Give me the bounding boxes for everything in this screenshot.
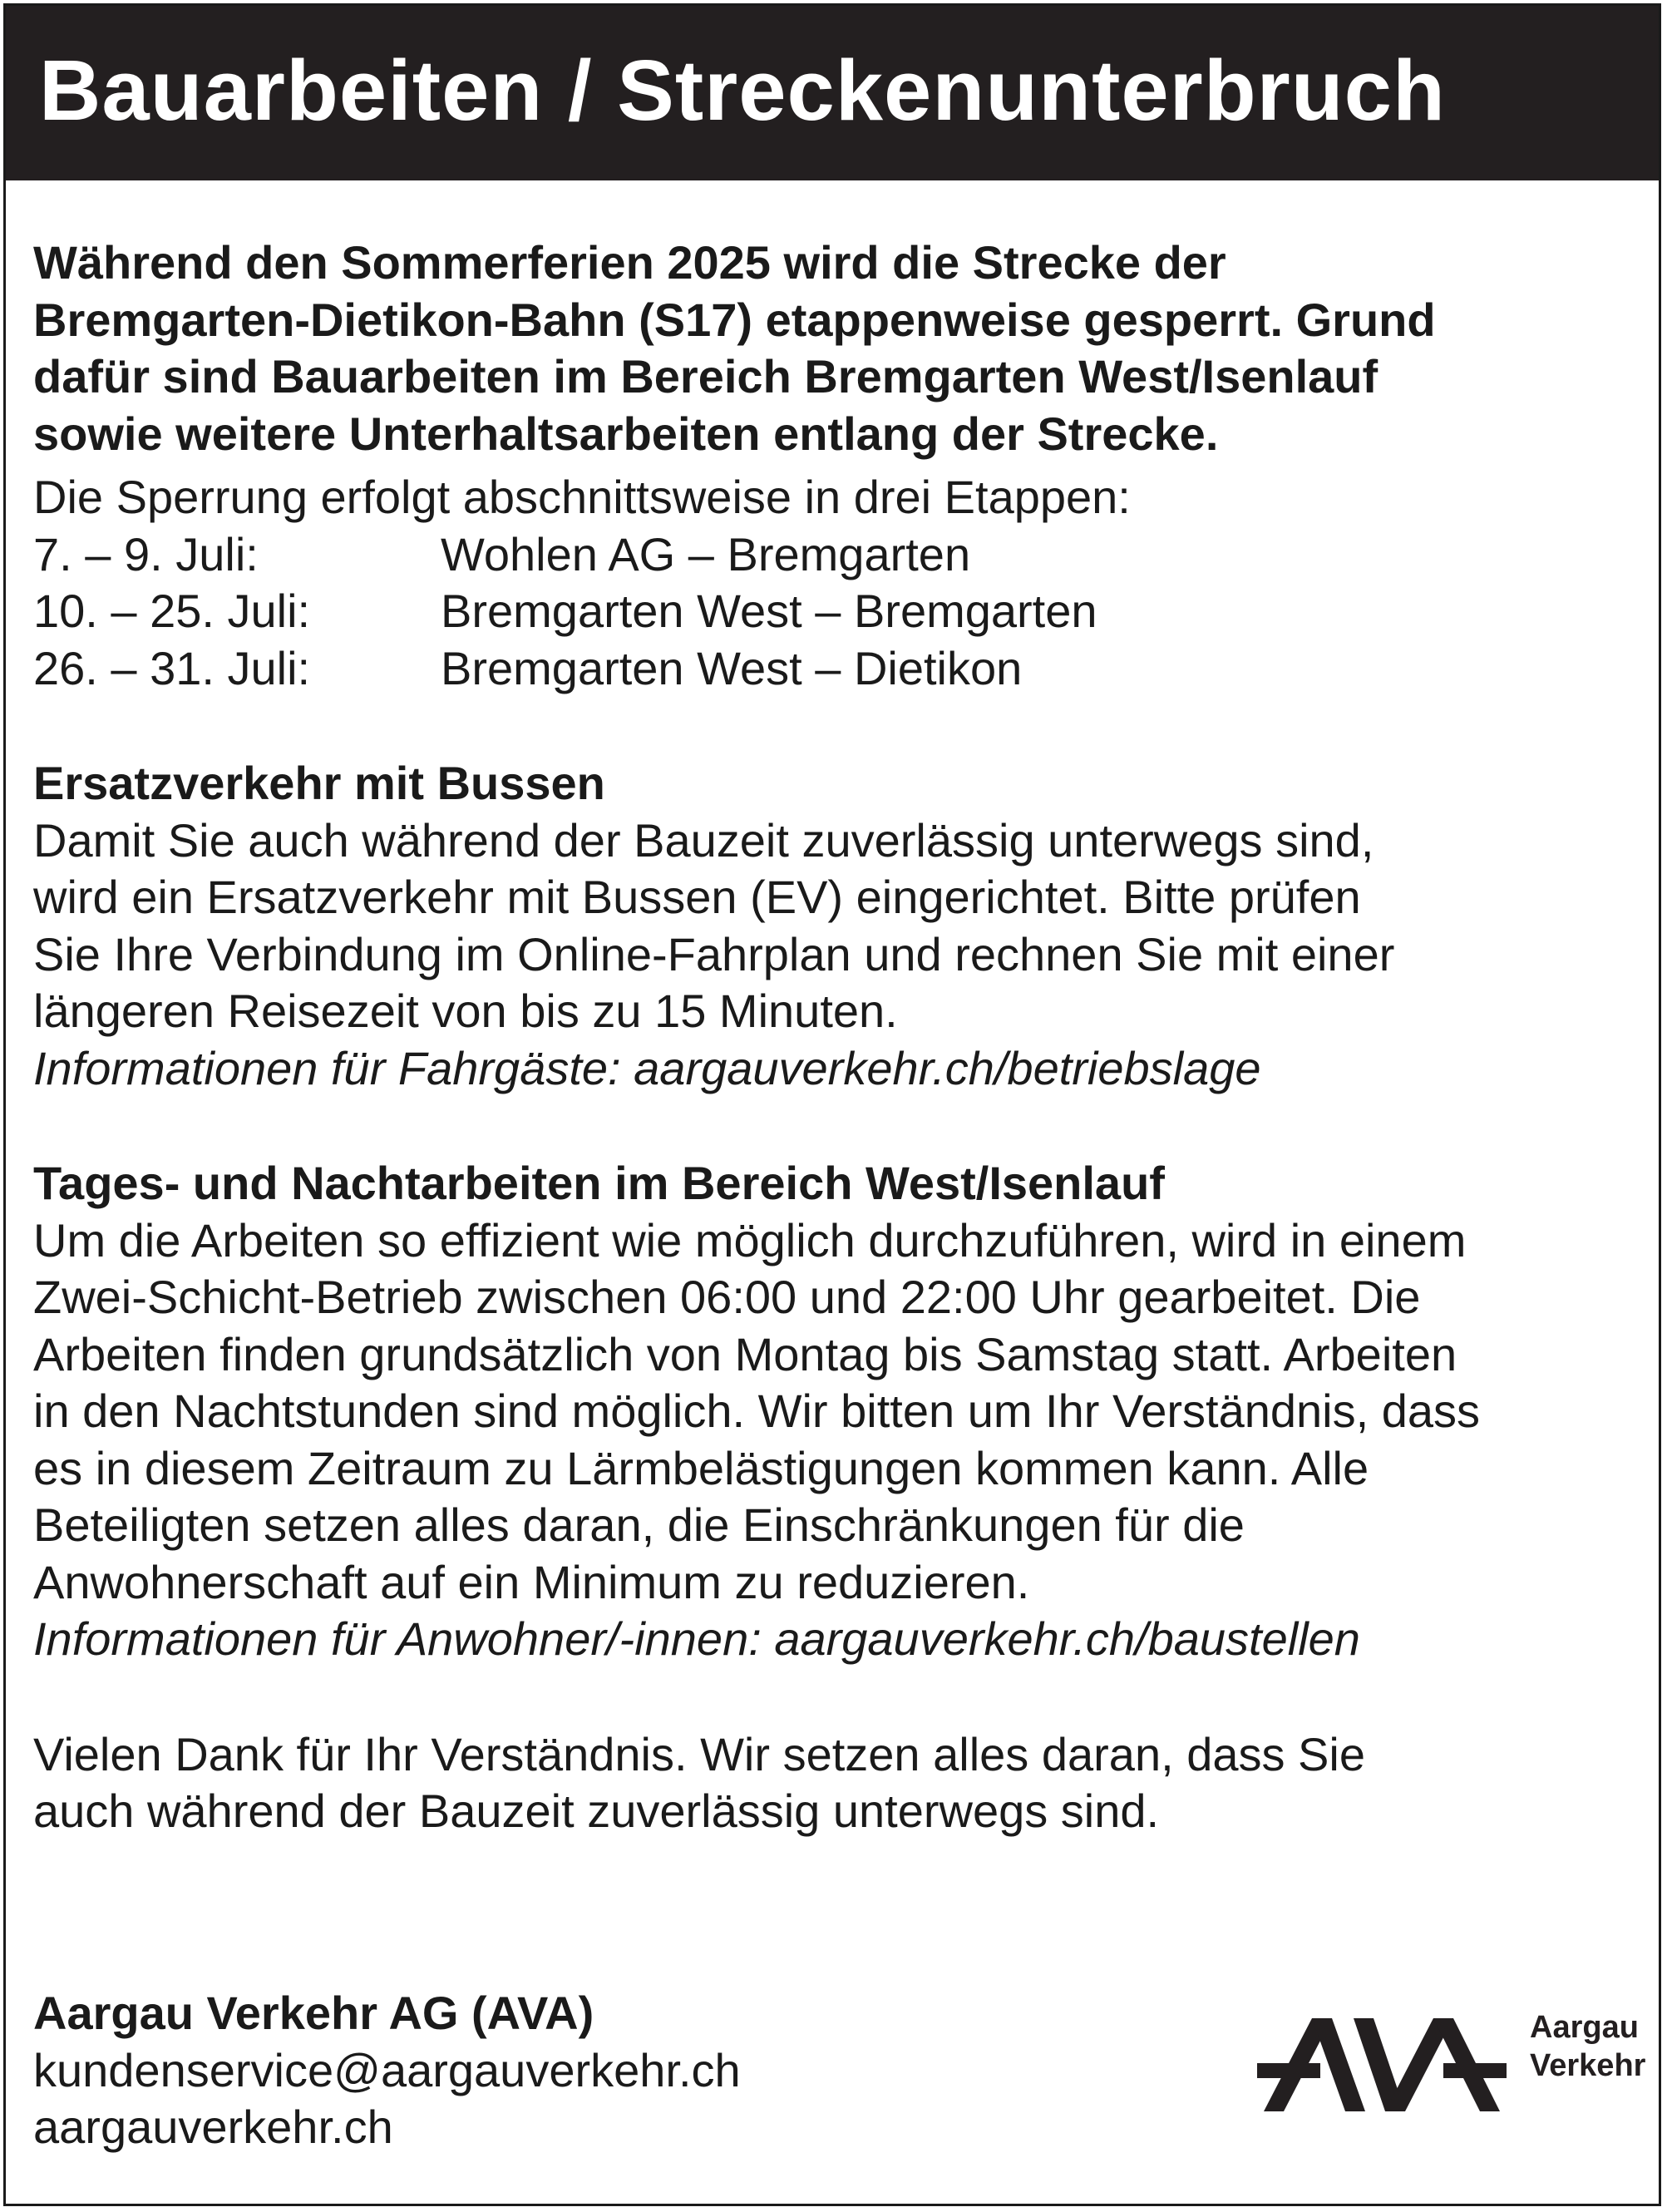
stage-route: Wohlen AG – Bremgarten (441, 527, 971, 580)
schedule-row (33, 583, 1638, 640)
bus-line: Sie Ihre Verbindung im Online-Fahrplan und rechnen Sie mit einer (33, 927, 1395, 980)
intro-line: dafür sind Bauarbeiten im Bereich Bremgarten West/Isenlauf (33, 350, 1378, 402)
thanks-line: Vielen Dank für Ihr Verständnis. Wir setzen alles daran, dass Sie (33, 1727, 1365, 1780)
ava-logo (1257, 2008, 1646, 2121)
schedule (33, 469, 1638, 697)
contact-website[interactable]: aargauverkehr.ch (33, 2101, 393, 2153)
bus-info-link[interactable]: Informationen für Fahrgäste: aargauverkehr.ch/betriebslage (33, 1041, 1261, 1094)
contact-email[interactable]: kundenservice@aargauverkehr.ch (33, 2043, 741, 2096)
logo-brand-top: Aargau (1530, 2010, 1639, 2045)
thanks-paragraph (33, 1726, 1638, 1840)
contact-block (33, 1985, 741, 2156)
work-info-link[interactable]: Informationen für Anwohner/-innen: aargauverkehr.ch/baustellen (33, 1612, 1360, 1665)
page-title: Bauarbeiten / Streckenunterbruch (39, 42, 1446, 138)
intro-paragraph (33, 235, 1638, 462)
work-line: es in diesem Zeitraum zu Lärmbelästigungen kommen kann. Alle (33, 1441, 1369, 1494)
bus-line: wird ein Ersatzverkehr mit Bussen (EV) eingerichtet. Bitte prüfen (33, 871, 1361, 923)
thanks-line: auch während der Bauzeit zuverlässig unterwegs sind. (33, 1785, 1160, 1837)
bus-line: längeren Reisezeit von bis zu 15 Minuten. (33, 985, 898, 1037)
work-section-heading: Tages- und Nachtarbeiten im Bereich West/Isenlauf (33, 1157, 1165, 1209)
work-line: in den Nachtstunden sind möglich. Wir bitten um Ihr Verständnis, dass (33, 1385, 1480, 1437)
intro-line: Während den Sommerferien 2025 wird die Strecke der (33, 236, 1226, 289)
schedule-lead: Die Sperrung erfolgt abschnittsweise in drei Etappen: (33, 471, 1131, 523)
work-line: Anwohnerschaft auf ein Minimum zu reduzieren. (33, 1555, 1030, 1608)
stage-route: Bremgarten West – Dietikon (441, 641, 1023, 694)
work-line: Beteiligten setzen alles daran, die Einschränkungen für die (33, 1499, 1245, 1551)
work-line: Zwei-Schicht-Betrieb zwischen 06:00 und 22:00 Uhr gearbeitet. Die (33, 1271, 1421, 1323)
work-line: Um die Arbeiten so effizient wie möglich durchzuführen, wird in einem (33, 1213, 1467, 1266)
schedule-row (33, 640, 1638, 698)
intro-line: sowie weitere Unterhaltsarbeiten entlang der Strecke. (33, 407, 1219, 460)
schedule-row (33, 526, 1638, 584)
work-section (33, 1155, 1638, 1668)
notice-body (33, 235, 1638, 1840)
bus-line: Damit Sie auch während der Bauzeit zuverlässig unterwegs sind, (33, 813, 1374, 867)
logo-brand-bottom: Verkehr (1530, 2048, 1646, 2083)
stage-route: Bremgarten West – Bremgarten (441, 585, 1097, 637)
bus-section (33, 755, 1638, 1097)
company-name: Aargau Verkehr AG (AVA) (33, 1987, 594, 2039)
stage-dates: 10. – 25. Juli: (33, 585, 311, 637)
ava-logo-icon (1257, 2018, 1507, 2111)
work-line: Arbeiten finden grundsätzlich von Montag bis Samstag statt. Arbeiten (33, 1327, 1457, 1380)
title-bar (6, 6, 1659, 180)
intro-line: Bremgarten-Dietikon-Bahn (S17) etappenweise gesperrt. Grund (33, 293, 1436, 346)
bus-section-heading: Ersatzverkehr mit Bussen (33, 757, 605, 809)
stage-dates: 26. – 31. Juli: (33, 641, 311, 694)
stage-dates: 7. – 9. Juli: (33, 527, 259, 580)
